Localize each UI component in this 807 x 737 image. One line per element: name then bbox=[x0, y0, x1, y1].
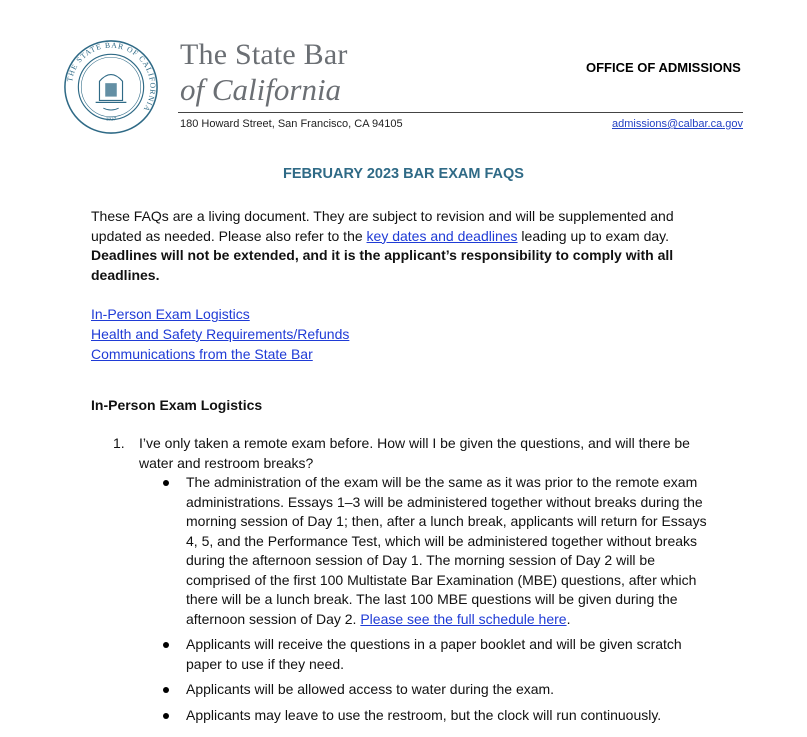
bullet-icon bbox=[163, 480, 169, 486]
answer-text: Applicants will be allowed access to water during the exam. bbox=[186, 681, 555, 697]
list-item bbox=[163, 680, 708, 700]
answer-list bbox=[163, 473, 708, 731]
intro-text-after: leading up to exam day. bbox=[517, 227, 670, 244]
answer-text: Applicants may leave to use the restroom, but the clock will run continuously. bbox=[186, 706, 662, 723]
organization-name bbox=[180, 40, 348, 107]
answer-text-end: . bbox=[566, 610, 571, 627]
deadline-note: Deadlines will not be extended, and it is the applicant’s responsibility to comply with all deadlines. bbox=[91, 247, 674, 283]
question-text: I’ve only taken a remote exam before. How will I be given the questions, and will there be water and restroom breaks? bbox=[139, 435, 690, 471]
bullet-icon bbox=[163, 687, 169, 693]
bullet-icon bbox=[163, 713, 169, 719]
question-number: 1. bbox=[113, 435, 125, 451]
document-title: FEBRUARY 2023 BAR EXAM FAQS bbox=[283, 166, 524, 182]
toc-link-health-safety[interactable]: Health and Safety Requirements/Refunds bbox=[91, 326, 350, 342]
list-item bbox=[163, 473, 708, 629]
section-heading: In-Person Exam Logistics bbox=[91, 397, 263, 413]
intro-text: These FAQs are a living document. They are subject to revision and will be supplemented and updated as needed. Please also refer to the bbox=[91, 208, 674, 244]
state-bar-seal-logo bbox=[63, 39, 159, 135]
faq-question bbox=[113, 434, 713, 473]
header-divider bbox=[178, 112, 743, 113]
office-address: 180 Howard Street, San Francisco, CA 94105 bbox=[180, 118, 403, 130]
organization-name-line1: The State Bar bbox=[180, 38, 348, 71]
table-of-contents bbox=[91, 304, 349, 364]
organization-name-line2: of California bbox=[180, 72, 342, 107]
answer-text: The administration of the exam will be the same as it was prior to the remote exam administrations. Essays 1–3 will be administered together without breaks during the morning session of Day 1; then, after a lunch break, applicants will return for Essays 4, 5, and the Performance Test, which will be administered together without breaks during the afternoon session of Day 1. The morning session of Day 2 will be comprised of the first 100 Multistate Bar Examination (MBE) questions, after which there will be a lunch break. The last 100 MBE questions will be given during the afternoon session of Day 2. bbox=[186, 474, 707, 627]
key-dates-link[interactable]: key dates and deadlines bbox=[366, 227, 518, 244]
office-title: OFFICE OF ADMISSIONS bbox=[586, 60, 741, 75]
admissions-email-link[interactable]: admissions@calbar.ca.gov bbox=[611, 118, 743, 130]
list-item bbox=[163, 706, 708, 726]
toc-link-communications[interactable]: Communications from the State Bar bbox=[91, 346, 313, 362]
svg-text:1927: 1927 bbox=[105, 116, 117, 123]
intro-paragraph bbox=[91, 207, 711, 285]
toc-link-in-person-logistics[interactable]: In-Person Exam Logistics bbox=[91, 306, 250, 322]
svg-text:THE STATE BAR OF CALIFORNIA: THE STATE BAR OF CALIFORNIA bbox=[64, 40, 158, 114]
list-item bbox=[163, 635, 708, 674]
answer-text: Applicants will receive the questions in a paper booklet and will be given scratch paper to use if they need. bbox=[186, 636, 682, 672]
full-schedule-link[interactable]: Please see the full schedule here bbox=[360, 610, 567, 627]
bullet-icon bbox=[163, 642, 169, 648]
